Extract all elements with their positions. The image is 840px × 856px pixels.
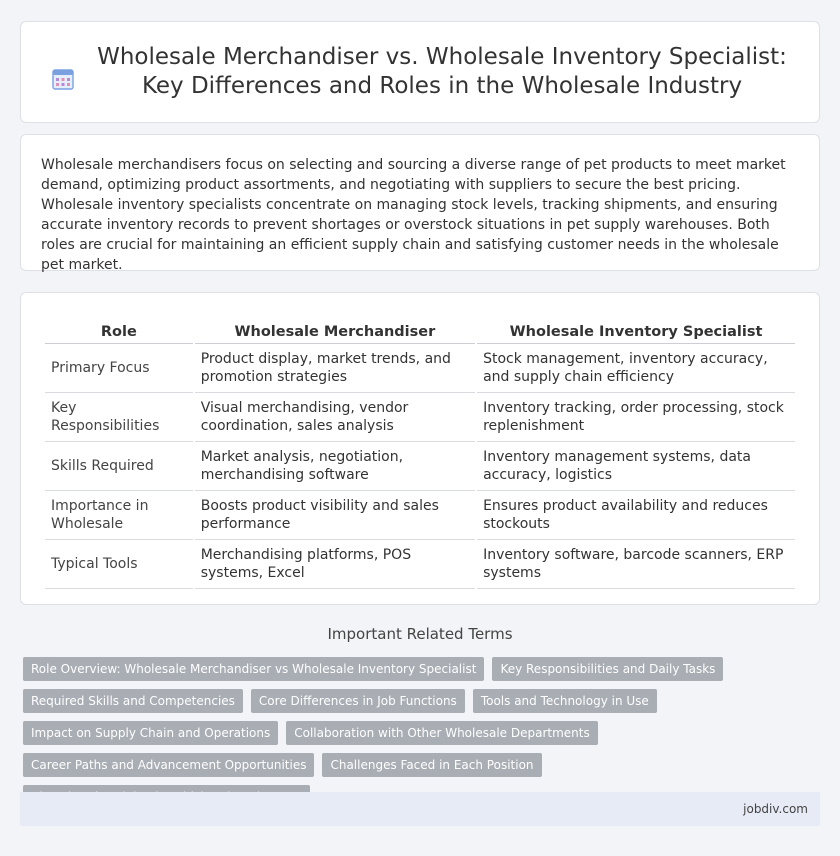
merchandiser-cell: Merchandising platforms, POS systems, Excel [195, 540, 475, 589]
related-terms-heading: Important Related Terms [327, 625, 513, 643]
comparison-card [20, 292, 820, 605]
row-label: Key Responsibilities [45, 393, 193, 442]
inventory-specialist-cell: Stock management, inventory accuracy, and supply chain efficiency [477, 344, 795, 393]
table-row [45, 393, 795, 442]
merchandiser-cell: Boosts product visibility and sales performance [195, 491, 475, 540]
inventory-specialist-cell: Inventory management systems, data accuracy, logistics [477, 442, 795, 491]
related-term-tag[interactable]: Tools and Technology in Use [473, 689, 657, 713]
related-term-tag[interactable]: Impact on Supply Chain and Operations [23, 721, 278, 745]
title-card [20, 21, 820, 123]
row-label: Skills Required [45, 442, 193, 491]
page-title: Wholesale Merchandiser vs. Wholesale Inventory Specialist: Key Differences and Roles in the Wholesale Industry [97, 44, 787, 99]
related-term-tag[interactable]: Challenges Faced in Each Position [322, 753, 541, 777]
table-row [45, 344, 795, 393]
inventory-specialist-cell: Inventory tracking, order processing, stock replenishment [477, 393, 795, 442]
related-term-tag[interactable]: Role Overview: Wholesale Merchandiser vs Wholesale Inventory Specialist [23, 657, 484, 681]
row-label: Typical Tools [45, 540, 193, 589]
calendar-grid-icon [51, 67, 75, 91]
row-label: Importance in Wholesale [45, 491, 193, 540]
header-role: Role [45, 313, 193, 344]
related-term-tag[interactable]: Key Responsibilities and Daily Tasks [492, 657, 723, 681]
inventory-specialist-cell: Inventory software, barcode scanners, ERP systems [477, 540, 795, 589]
table-row [45, 540, 795, 589]
intro-paragraph: Wholesale merchandisers focus on selecting and sourcing a diverse range of pet products to meet market demand, optimizing product assortments, and negotiating with suppliers to secure the best pricing. Wholesale inventory specialists concentrate on managing stock levels, tracking shipments, and ensuring accurate inventory records to prevent shortages or overstock situations in pet supply warehouses. Both roles are crucial for maintaining an efficient supply chain and satisfying customer needs in the wholesale pet market. [41, 157, 786, 273]
inventory-specialist-cell: Ensures product availability and reduces stockouts [477, 491, 795, 540]
related-term-tag[interactable]: Required Skills and Competencies [23, 689, 243, 713]
title-wrap [51, 43, 789, 101]
merchandiser-cell: Visual merchandising, vendor coordination, sales analysis [195, 393, 475, 442]
table-header-row [45, 313, 795, 344]
merchandiser-cell: Product display, market trends, and promotion strategies [195, 344, 475, 393]
merchandiser-cell: Market analysis, negotiation, merchandising software [195, 442, 475, 491]
table-row [45, 442, 795, 491]
table-row [45, 491, 795, 540]
related-term-tag[interactable]: Core Differences in Job Functions [251, 689, 465, 713]
comparison-table [43, 313, 797, 589]
header-inventory-specialist: Wholesale Inventory Specialist [477, 313, 795, 344]
header-merchandiser: Wholesale Merchandiser [195, 313, 475, 344]
related-term-tag[interactable]: Career Paths and Advancement Opportunities [23, 753, 314, 777]
intro-card [20, 134, 820, 271]
row-label: Primary Focus [45, 344, 193, 393]
footer [20, 792, 820, 826]
related-term-tag[interactable]: Collaboration with Other Wholesale Departments [286, 721, 597, 745]
footer-site-link[interactable]: jobdiv.com [743, 802, 808, 816]
